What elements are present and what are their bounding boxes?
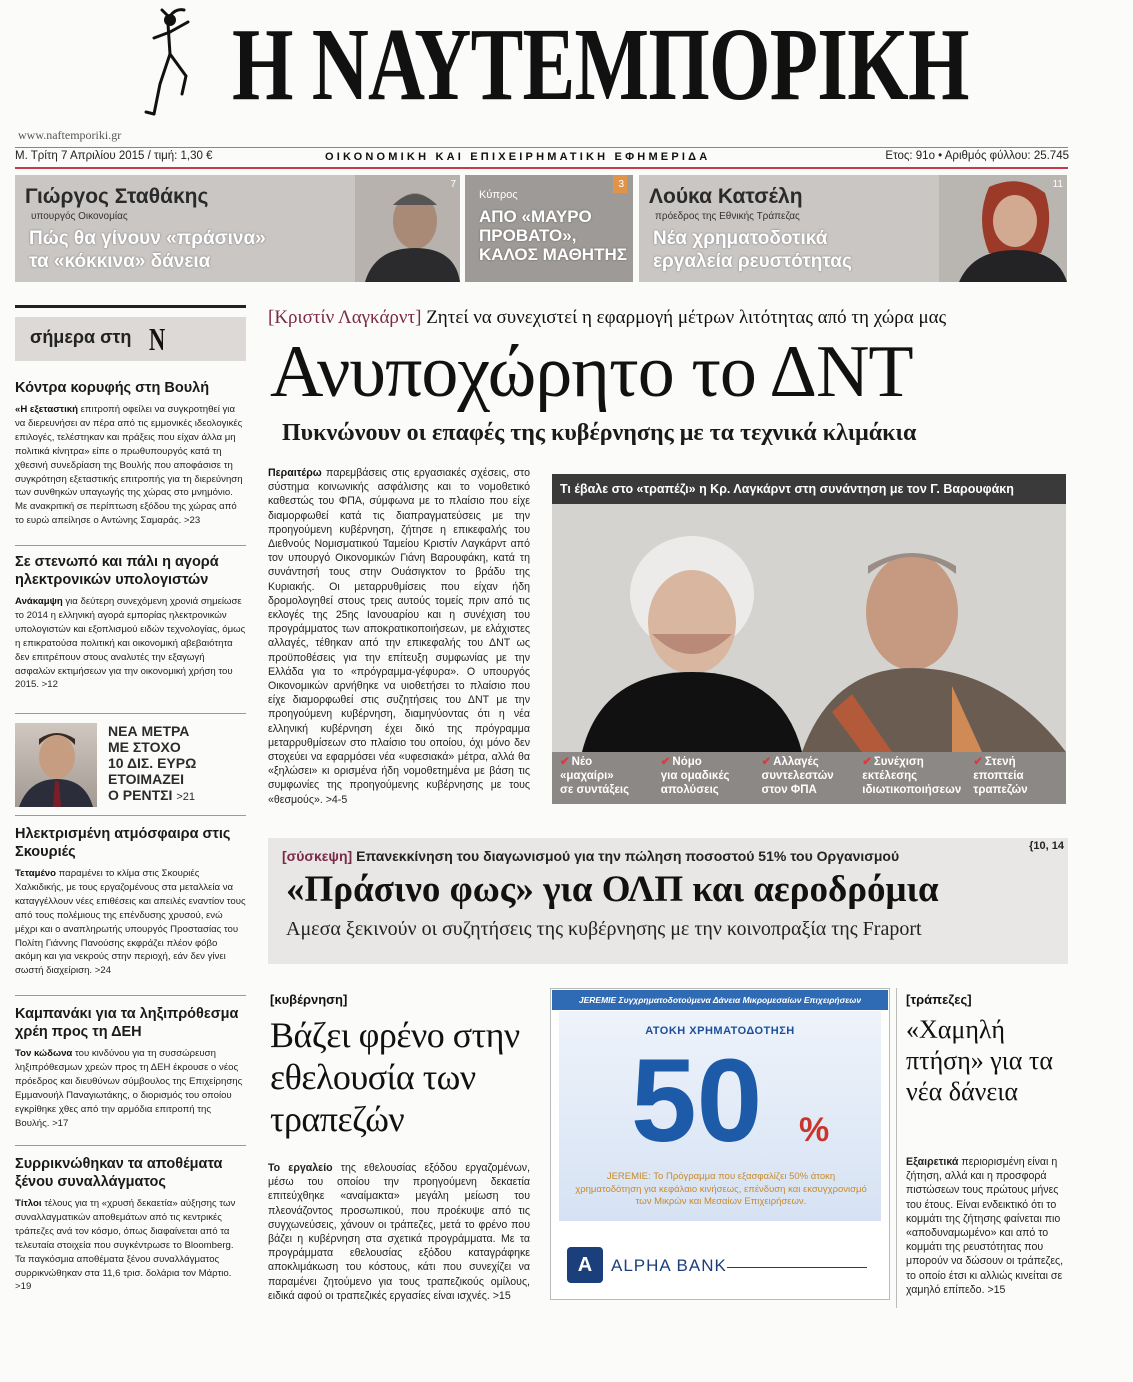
lead-headline[interactable]: Ανυποχώρητο το ΔΝΤ [270,331,913,413]
katseli-portrait [939,175,1067,282]
issue-number: Ετος: 91ο • Αριθμός φύλλου: 25.745 [885,150,1069,162]
lead-kicker: [Κριστίν Λαγκάρντ] Ζητεί να συνεχιστεί η εφαρμογή μέτρων λιτότητας από τη χώρα μας [268,307,947,328]
rates-body: Εξαιρετικά περιορισμένη είναι η ζήτηση, αλλά και η προσφορά πιστώσεων τους πρώτους μήνες του έτους. Είναι ενδεικτικό ότι το κομμάτι της ζήτησης φαίνεται πιο «αποδυναμωμένο» και από το κομμάτι της ρευστότητας που μπορούν να δώσουν οι τράπεζες, το οποίο έτσι κι αλλιώς κινείται σε χαμηλό επίπεδο. >15 [906,1156,1064,1296]
newspaper-title: Η ΝΑΥΤΕΜΠΟΡΙΚΗ [232,7,969,122]
lead-photo-box [552,474,1066,804]
teaser-katseli[interactable] [639,175,1067,282]
dateline: Μ. Τρίτη 7 Απριλίου 2015 / τιμή: 1,30 € [15,150,213,162]
voluntary-body: Το εργαλείο της εθελουσίας εξόδου εργαζομένων, μέσω του οποίου την προηγούμενη δεκαετία επιτεύχθηκε «αναίμακτα» μεγάλη μείωση του πλεονάζοντος προσωπικού, που προέκυψε από τις συγχωνεύσεις, χάνουν οι τράπεζες, μετά το φρένο που βάζει η κυβέρνηση στα σχετικά προγράμματα. Με τα προγράμματα εθελουσίας εξόδου καταγράφηκε αποκλιμάκωση του κόστους, κάτι που συνεχίζει να παραμένει ζητούμενο για τους τραπεζικούς ομίλους, ειδικά αφού οι τραπεζικές εργασίες είναι ισχνές. >15 [268,1162,530,1302]
hermes-logo-icon [140,2,202,120]
sidebar-rule [15,305,246,308]
story-headline: Καμπανάκι για τα ληξιπρόθεσμα χρέη προς τη ΔΕΗ [15,1006,239,1040]
divider [15,1145,246,1146]
story-body: Τον κώδωνα του κινδύνου για τη συσσώρευση ληξιπρόθεσμων χρεών προς τη ΔΕΗ έκρουσε ο νέος πρόεδρος και διευθύνων σύμβουλος της Επιχείρησης Εμμανουήλ Παναγιωτάκης, ο διορισμός του οποίου εγκρίθηκε χθες από την αρμόδια επιτροπή της Βουλής. >17 [15,1048,243,1129]
teaser-stathakis[interactable] [15,175,460,282]
teaser-role: υπουργός Οικονομίας [31,211,128,222]
teaser-headline: Πώς θα γίνουν «πράσινα» τα «κόκκινα» δάνεια [29,228,266,272]
check-icon: ✔ [862,756,872,768]
voluntary-headline[interactable]: Βάζει φρένο στην εθελουσία των τραπεζών [270,1015,520,1139]
story-body: Ανάκαμψη για δεύτερη συνεχόμενη χρονιά σημείωσε το 2014 η ελληνική αγορά εμπορίας ηλεκτρονικών υπολογιστών και εξοπλισμού ειδών τεχνολογίας, όμως η επικρατούσα πολιτική και οικονομική αβεβαιότητα δεν επιτρέπουν στους αναλυτές την εξαγωγή ασφαλών εκτιμήσεων για την οικονομική χρήση του 2015. >12 [15,596,246,691]
ad-line [727,1267,867,1268]
olp-story[interactable] [268,838,1068,964]
ad-tagline: ΑΤΟΚΗ ΧΡΗΜΑΤΟΔΟΤΗΣΗ [645,1025,795,1037]
check-icon: ✔ [560,756,570,768]
teaser-cyprus[interactable] [465,175,633,282]
teaser-headline: Νέα χρηματοδοτικά εργαλεία ρευστότητας [653,228,852,272]
sidebar-story[interactable] [15,553,246,692]
n-logo-icon: N [149,321,166,357]
bank-brand [567,1247,871,1285]
today-title: σήμερα στη [30,327,132,347]
lead-body: Περαιτέρω παρεμβάσεις στις εργασιακές σχέσεις, στο σύστημα κοινωνικής ασφάλισης και το νομοθετικό καθεστώς του ΦΠΑ, σύμφωνα με το πλαίσιο που είχε διαμορφωθεί κατά τις διαπραγματεύσεις με την προηγούμενη κυβέρνηση, ζήτησε η επικεφαλής του Διεθνούς Νομισματικού Ταμείου Κριστίν Λαγκάρντ από τον υπουργό Οικονομικών Γιάνη Βαρουφάκη, κατά τη συνάντησή τους στην Ουάσιγκτον το βράδυ της Κυριακής. Οι μεταρρυθμίσεις που είχαν ήδη δρομολογηθεί στους τρεις αυτούς τομείς πριν από τις εκλογές της 25ης Ιανουαρίου και η συνέχιση του προγράμματος των αποκρατικοποιήσεων, με ελάχιστες αλλαγές, τέθηκαν από την επικεφαλής του ΔΝΤ ως προϋποθέσεις για την επίτευξη συμφωνίας με την Ελλάδα για το «πρόγραμμα-γέφυρα». Ο υπουργός Οικονομικών αρνήθηκε να υιοθετήσει το πλαίσιο που είχε διαμορφωθεί στις συζητήσεις του ΔΝΤ με την προηγούμενη κυβέρνηση, διαμηνύοντας ότι η νέα ελληνική κυβέρνηση έχει δικό της πρόγραμμα μεταρρυθμίσεων στο πλαίσιο του οποίου, όχι μόνο δεν στοχεύει να εφαρμόσει νέα «υφεσιακά» μέτρα, αλλά θα «ξηλώσει» κι ορισμένα ήδη νομοθετημένα με βάση τις συμφωνίες της προηγούμενης κυβέρνησης με τους «θεσμούς». >4-5 [268,467,530,806]
ad-text: JEREMIE: Το Πρόγραμμα που εξασφαλίζει 50% άτοκη χρηματοδότηση για κεφάλαιο κινήσεως, επένδυση και εκσυγχρονισμό των Μικρών και Μεσαίων Επιχειρήσεων. [575,1171,867,1207]
story-headline: Κόντρα κορυφής στη Βουλή [15,380,210,396]
masthead-rule [15,147,1068,148]
sidebar-story[interactable] [15,1005,246,1130]
sidebar-story[interactable] [15,825,246,978]
column-divider [896,988,897,1308]
teaser-name: Λούκα Κατσέλη [649,185,803,208]
check-icon: ✔ [761,756,772,768]
page-ref: 11 [1052,179,1063,190]
story-headline: Συρρικνώθηκαν τα αποθέματα ξένου συναλλάγματος [15,1156,223,1190]
story-body: Τίτλοι τέλους για τη «χρυσή δεκαετία» αύξησης των συναλλαγματικών αποθεμάτων από τις κεντρικές τράπεζες ανά τον κόσμο, όπως διαφαίνεται από τα τελευταία στοιχεία που συγκέντρωσε το Bloomberg. Τα παγκόσμια αποθέματα ξένου συναλλάγματος συρρικνώθηκαν στα 11,6 τρισ. δολάρια τον Μάρτιο. >19 [15,1198,236,1293]
bullet-item: ✔ Αλλαγές συντελεστών στον ΦΠΑ [761,756,834,796]
divider [15,545,246,546]
lagarde-varoufakis-photo [552,504,1066,752]
ad-percentage: 50 [631,1035,763,1167]
bullet-item: ✔ Νέο «μαχαίρι» σε συντάξεις [560,756,630,796]
ad-percent-sign: % [799,1111,830,1149]
olp-subheadline: Αμεσα ξεκινούν οι συζητήσεις της κυβέρνησης με την κοινοπραξία της Fraport [286,918,922,940]
teaser-topic: Κύπρος [479,189,518,201]
story-body: «Η εξεταστική επιτροπή οφείλει να συγκροτηθεί για να διερευνήσει αν πέρα από τις εμμονικές ιδεολογικές επιλογές, τελέστηκαν και πράξεις που είχαν άλλα μη πολιτικά κίνητρα» είπε ο πρωθυπουργός κατά τη χθεσινή συνεδρίαση της Βουλής που αποφάσισε τη συγκρότηση εξεταστικής επιτροπής για τη διερεύνηση των συνθηκών υπαγωγής της χώρας στο μνημόνιο. Με ανακριτική σε περίπτωση εξόδου της χώρας από το ευρώ απείλησε ο Αντώνης Σαμαράς. >23 [15,404,243,527]
bullet-item: ✔ Νόμο για ομαδικές απολύσεις [660,756,730,796]
alpha-bank-ad[interactable] [550,988,890,1300]
ad-header: JEREMIE Συγχρηματοδοτούμενα Δάνεια Μικρομεσαίων Επιχειρήσεων [552,990,888,1010]
teaser-headline: ΑΠΟ «ΜΑΥΡΟ ΠΡΟΒΑΤΟ», ΚΑΛΟΣ ΜΑΘΗΤΗΣ [479,207,627,264]
bank-name: ALPHA BANK [611,1256,727,1275]
teaser-role: πρόεδρος της Εθνικής Τράπεζας [655,211,800,222]
divider [15,815,246,816]
alpha-bank-logo-icon: A [567,1247,603,1283]
accent-rule [15,167,1068,169]
bullet-item: ✔ Συνέχιση εκτέλεσης ιδιωτικοποιήσεων [862,756,962,796]
photo-caption: Τι έβαλε στο «τραπέζι» η Κρ. Λαγκάρντ στη συνάντηση με τον Γ. Βαρουφάκη [552,474,1066,504]
stathakis-portrait [355,175,460,282]
divider [15,995,246,996]
sidebar-story[interactable] [15,1155,246,1294]
rates-headline[interactable]: «Χαμηλή πτήση» για τα νέα δάνεια [906,1015,1053,1106]
divider [15,713,246,714]
olp-headline: «Πράσινο φως» για ΟΛΠ και αεροδρόμια [286,869,939,910]
bullet-item: ✔ Στενή εποπτεία τραπεζών [973,756,1028,796]
teaser-name: Γιώργος Σταθάκης [25,185,209,208]
sidebar-story[interactable] [15,379,246,528]
sidebar [15,305,246,1315]
renzi-teaser[interactable]: ΝΕΑ ΜΕΤΡΑ ΜΕ ΣΤΟΧΟ 10 ΔΙΣ. ΕΥΡΩ ΕΤΟΙΜΑΖΕΙ Ο ΡΕΝΤΣΙ >21 [108,723,197,803]
check-icon: ✔ [973,756,983,768]
story-headline: Σε στενωπό και πάλι η αγορά ηλεκτρονικών υπολογιστών [15,554,219,588]
renzi-photo [15,723,97,807]
lead-subheadline: Πυκνώνουν οι επαφές της κυβέρνησης με τα τεχνικά κλιμάκια [282,420,917,446]
today-box [15,317,246,361]
voluntary-kicker: [κυβέρνηση] [270,992,348,1007]
website-url[interactable]: www.naftemporiki.gr [18,128,122,142]
check-icon: ✔ [660,756,671,768]
ad-panel [559,1011,881,1221]
story-headline: Ηλεκτρισμένη ατμόσφαιρα στις Σκουριές [15,826,231,860]
rates-kicker: [τράπεζες] [906,992,972,1007]
tagline: ΟΙΚΟΝΟΜΙΚΗ ΚΑΙ ΕΠΙΧΕΙΡΗΜΑΤΙΚΗ ΕΦΗΜΕΡΙΔΑ [325,151,711,163]
page-ref: {10, 14 [1029,840,1064,852]
olp-kicker: [σύσκεψη] Επανεκκίνηση του διαγωνισμού για την πώληση ποσοστού 51% του Οργανισμού [282,848,900,864]
page-ref: 7 [450,179,456,190]
lead-bullets [552,752,1066,804]
story-body: Τεταμένο παραμένει το κλίμα στις Σκουριές Χαλκιδικής, με τους εργαζομένους στα μεταλλεία να καταγγέλλουν νέες επιθέσεις και απειλές εναντίον τους από τους πολέμιους της επένδυσης χρυσού, ενώ μέχρι και ο αναπληρωτής υπουργός Προστασίας του Πολίτη Γιάννης Πανούσης εκφράζει πλέον φόβο ακόμη και για νεκρούς στην περιοχή, εάν δεν γίνει σωστή διαχείριση. >24 [15,868,246,977]
page-ref: 3 [618,179,624,190]
